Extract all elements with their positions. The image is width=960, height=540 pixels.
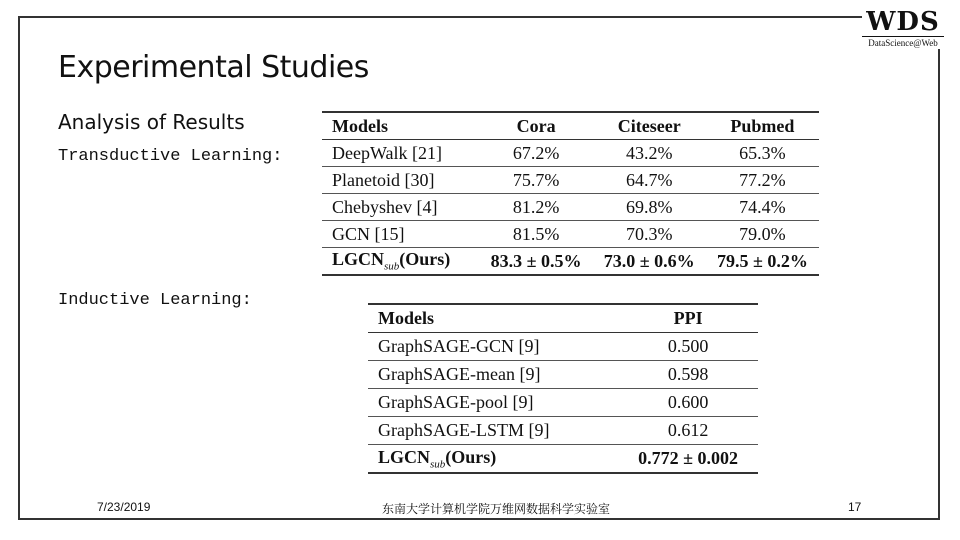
model-subscript: sub <box>384 260 400 273</box>
model-cell: Planetoid [30] <box>322 167 480 194</box>
logo-main-text: WDS <box>866 7 940 37</box>
inductive-label: Inductive Learning: <box>58 291 252 310</box>
table-row <box>368 417 758 445</box>
value-cell: 81.5% <box>480 221 593 248</box>
footer-date: 7/23/2019 <box>97 500 151 514</box>
header-cell: Pubmed <box>706 112 819 140</box>
model-cell: GraphSAGE-mean [9] <box>368 361 618 389</box>
table-row <box>322 194 819 221</box>
table-row <box>322 140 819 167</box>
value-cell: 65.3% <box>706 140 819 167</box>
slide-subtitle: Analysis of Results <box>58 110 245 134</box>
value-cell: 74.4% <box>706 194 819 221</box>
footer-organization: 东南大学计算机学院万维网数据科学实验室 <box>382 502 611 516</box>
model-base: LGCN <box>378 446 431 467</box>
logo-sub-text: DataScience@Web <box>862 36 944 49</box>
model-cell: Chebyshev [4] <box>322 194 480 221</box>
value-cell: 0.598 <box>618 361 758 389</box>
model-cell-ours <box>368 445 618 474</box>
model-cell: GraphSAGE-GCN [9] <box>368 333 618 361</box>
wds-logo <box>862 8 944 49</box>
value-cell: 0.772 ± 0.002 <box>618 445 758 474</box>
model-cell: GraphSAGE-pool [9] <box>368 389 618 417</box>
value-cell: 67.2% <box>480 140 593 167</box>
table-header-row <box>368 304 758 333</box>
table-row <box>368 333 758 361</box>
model-cell: DeepWalk [21] <box>322 140 480 167</box>
value-cell: 0.500 <box>618 333 758 361</box>
table-row <box>322 167 819 194</box>
model-suffix: (Ours) <box>399 249 451 270</box>
model-cell: GraphSAGE-LSTM [9] <box>368 417 618 445</box>
slide-title: Experimental Studies <box>58 50 369 85</box>
value-cell: 73.0 ± 0.6% <box>593 248 706 276</box>
value-cell: 70.3% <box>593 221 706 248</box>
value-cell: 64.7% <box>593 167 706 194</box>
table-header-row <box>322 112 819 140</box>
value-cell: 75.7% <box>480 167 593 194</box>
model-base: LGCN <box>332 249 385 270</box>
value-cell: 0.612 <box>618 417 758 445</box>
header-cell: Citeseer <box>593 112 706 140</box>
header-cell: Models <box>368 304 618 333</box>
value-cell: 79.0% <box>706 221 819 248</box>
header-cell: Models <box>322 112 480 140</box>
value-cell: 79.5 ± 0.2% <box>706 248 819 276</box>
model-suffix: (Ours) <box>445 446 497 467</box>
transductive-results-table <box>322 111 819 276</box>
transductive-label: Transductive Learning: <box>58 147 283 166</box>
value-cell: 0.600 <box>618 389 758 417</box>
table-row-ours <box>322 248 819 276</box>
inductive-results-table <box>368 303 758 474</box>
header-cell: Cora <box>480 112 593 140</box>
model-cell-ours <box>322 248 480 276</box>
model-subscript: sub <box>430 458 446 471</box>
table-row <box>322 221 819 248</box>
value-cell: 43.2% <box>593 140 706 167</box>
value-cell: 69.8% <box>593 194 706 221</box>
table-row <box>368 389 758 417</box>
model-cell: GCN [15] <box>322 221 480 248</box>
page-number: 17 <box>848 500 862 514</box>
table-row-ours <box>368 445 758 474</box>
header-cell: PPI <box>618 304 758 333</box>
value-cell: 83.3 ± 0.5% <box>480 248 593 276</box>
table-row <box>368 361 758 389</box>
value-cell: 81.2% <box>480 194 593 221</box>
value-cell: 77.2% <box>706 167 819 194</box>
